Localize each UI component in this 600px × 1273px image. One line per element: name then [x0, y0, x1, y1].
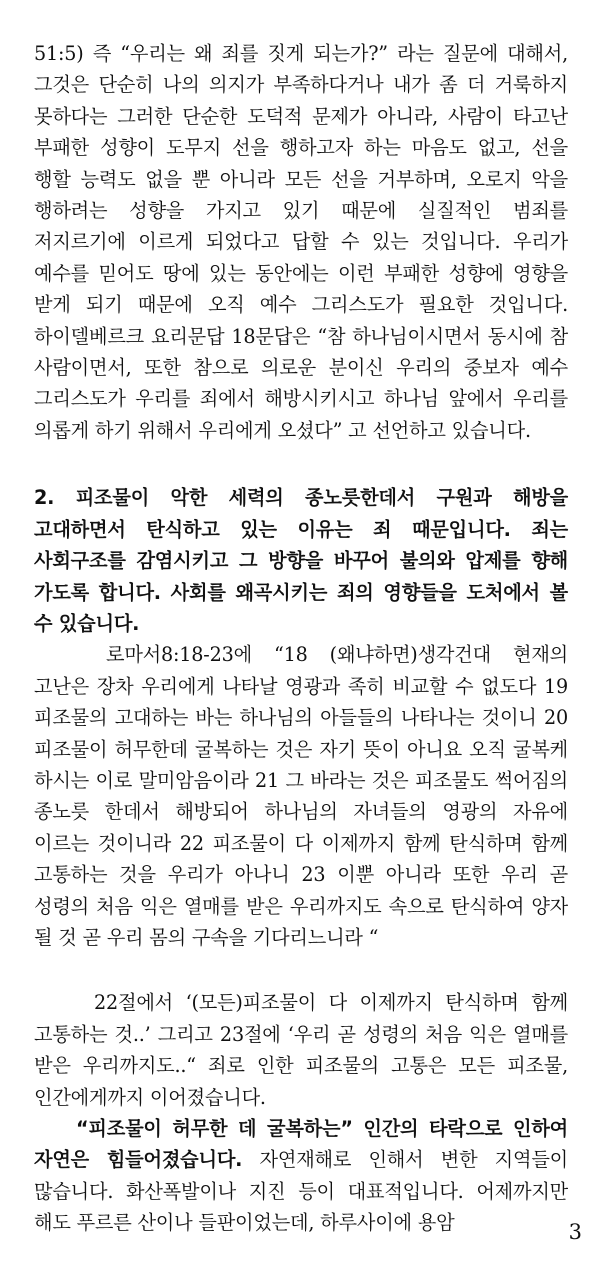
- body-paragraph-sin-nature: 51:5) 즉 “우리는 왜 죄를 짓게 되는가?” 라는 질문에 대해서, 그것은 단순히 나의 의지가 부족하다거나 내가 좀 더 거룩하지 못하다는 그러한 단순한 도덕적 문제가 아니라, 사람이 타고난 부패한 성향이 도무지 선을 행하고자 하는 마음도 없고, 선을 행할 능력도 없을 뿐 아니라 모든 선을 거부하며, 오로지 악을 행하려는 성향을 가지고 있기 때문에 실질적인 범죄를 저지르기에 이르게 되었다고 답할 수 있는 것입니다. 우리가 예수를 믿어도 땅에 있는 동안에는 이런 부패한 성향에 영향을 받게 되기 때문에 오직 예수 그리스도가 필요한 것입니다. 하이델베르크 요리문답 18문답은 “참 하나님이시면서 동시에 참 사람이면서, 또한 참으로 의로운 분이신 우리의 중보자 예수 그리스도가 우리를 죄에서 해방시키시고 하나님 앞에서 우리를 의롭게 하기 위해서 우리에게 오셨다” 고 선언하고 있습니다.: [34, 42, 568, 442]
- body-paragraph-nature-fall: [34, 1113, 568, 1239]
- scripture-quote-romans-8: 로마서8:18-23에 “18 (왜냐하면)생각건대 현재의 고난은 장차 우리에게 나타날 영광과 족히 비교할 수 없도다 19 피조물의 고대하는 바는 하나님의 아들들의 나타나는 것이니 20 피조물이 허무한데 굴복하는 것은 자기 뜻이 아니요 오직 굴복케 하시는 이로 말미암음이라 21 그 바라는 것은 피조물도 썩어짐의 종노릇 한데서 해방되어 하나님의 자녀들의 영광의 자유에 이르는 것이니라 22 피조물이 다 이제까지 함께 탄식하며 함께 고통하는 것을 우리가 아나니 23 이뿐 아니라 또한 우리 곧 성령의 처음 익은 열매를 받은 우리까지도 속으로 탄식하여 양자 될 것 곧 우리 몸의 구속을 기다리느니라 “: [34, 643, 568, 949]
- emphasized-sentence: “피조물이 허무한 데 굴복하는” 인간의 타락으로 인하여 자연은 힘들어졌습니다.: [34, 1117, 568, 1172]
- body-paragraph-verse-22-23: 22절에서 ‘(모든)피조물이 다 이제까지 탄식하며 함께 고통하는 것..’ 그리고 23절에 ‘우리 곧 성령의 처음 익은 열매를 받은 우리까지도..“ 죄로 인한 피조물의 고통은 모든 피조물, 인간에게까지 이어졌습니다.: [34, 991, 568, 1109]
- section-heading-creation-groaning: 2. 피조물이 악한 세력의 종노릇한데서 구원과 해방을 고대하면서 탄식하고 있는 이유는 죄 때문입니다. 죄는 사회구조를 감염시키고 그 방향을 바꾸어 불의와 압제를 향해 가도록 합니다. 사회를 왜곡시키는 죄의 영향들을 도처에서 볼 수 있습니다.: [34, 486, 568, 635]
- paragraph-continuation: 자연재해로 인해서 변한 지역들이 많습니다. 화산폭발이나 지진 등이 대표적입니다. 어제까지만 해도 푸르른 산이나 들판이었는데, 하루사이에 용암: [34, 1148, 568, 1235]
- page-number: 3: [568, 1220, 582, 1244]
